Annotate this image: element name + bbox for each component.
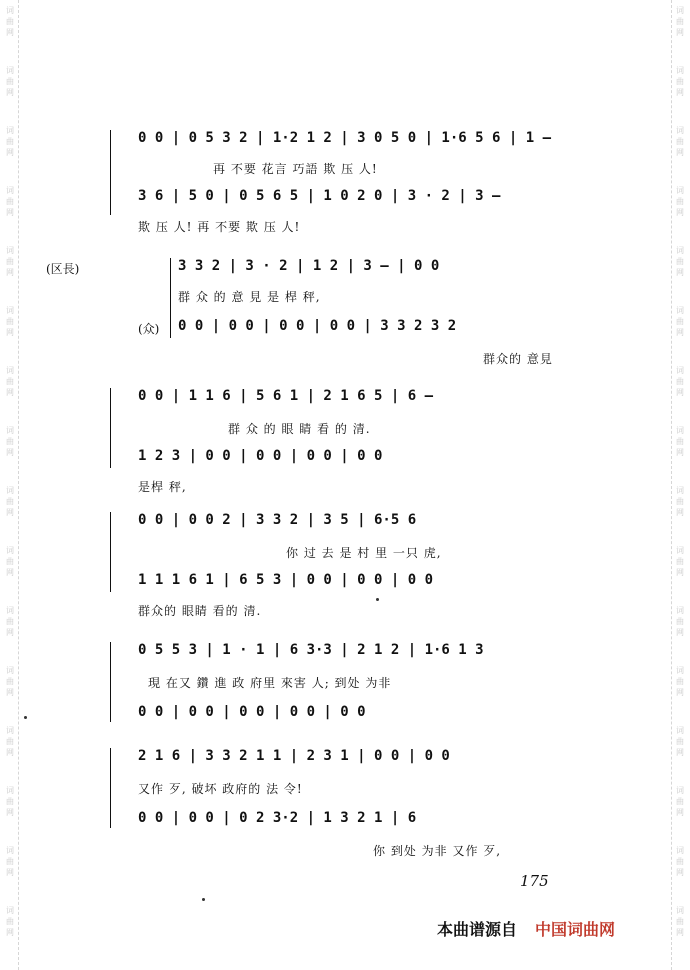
watermark-glyph: 曲 [6, 257, 14, 266]
watermark-glyph: 网 [6, 688, 14, 697]
watermark-glyph: 曲 [676, 797, 684, 806]
watermark-glyph: 曲 [676, 317, 684, 326]
footer-label: 本曲谱源自 [437, 920, 518, 939]
watermark-glyph: 曲 [6, 77, 14, 86]
staff-lower [118, 810, 588, 840]
staff-upper [118, 512, 588, 542]
right-dashed-rule [671, 0, 672, 970]
watermark-glyph: 网 [6, 568, 14, 577]
watermark-glyph: 曲 [6, 917, 14, 926]
watermark-glyph: 词 [6, 546, 14, 555]
notation-line: 0 0 | 0 5 3 2 | 1·2 1 2 | 3 0 5 0 | 1·6 5 6 | 1 — [138, 130, 552, 146]
watermark-glyph: 词 [676, 126, 684, 135]
watermark-glyph: 词 [676, 66, 684, 75]
print-speck [24, 716, 27, 719]
lyrics-line: 是桿 秤, [138, 480, 187, 494]
watermark-glyph: 网 [676, 508, 684, 517]
lyrics-line: 群众的 意見 [483, 352, 553, 366]
notation-line: 3 6 | 5 0 | 0 5 6 5 | 1 0 2 0 | 3 · 2 | 3 — [138, 188, 501, 204]
notation-line: 0 0 | 0 0 | 0 0 | 0 0 | 0 0 [138, 704, 366, 720]
watermark-glyph: 词 [6, 66, 14, 75]
staff-lower [118, 572, 588, 602]
lyrics-line: 群众的 眼睛 看的 清. [138, 604, 262, 618]
watermark-glyph: 曲 [6, 437, 14, 446]
watermark-glyph: 网 [6, 808, 14, 817]
watermark-glyph: 网 [6, 508, 14, 517]
watermark-glyph: 词 [676, 726, 684, 735]
watermark-glyph: 词 [6, 306, 14, 315]
system-brace [110, 388, 111, 468]
watermark-glyph: 曲 [6, 197, 14, 206]
watermark-glyph: 词 [6, 906, 14, 915]
watermark-glyph: 词 [6, 486, 14, 495]
notation-line: 0 0 | 0 0 | 0 2 3·2 | 1 3 2 1 | 6 [138, 810, 417, 826]
lyrics-line: 群 众 的 意 見 是 桿 秤, [178, 290, 321, 304]
watermark-glyph: 网 [6, 268, 14, 277]
watermark-glyph: 网 [6, 328, 14, 337]
watermark-glyph: 网 [676, 28, 684, 37]
watermark-glyph: 曲 [676, 497, 684, 506]
watermark-glyph: 词 [6, 246, 14, 255]
watermark-glyph: 网 [6, 928, 14, 937]
left-dashed-rule [18, 0, 19, 970]
left-watermark-column [3, 0, 17, 970]
watermark-glyph: 曲 [6, 17, 14, 26]
watermark-glyph: 词 [676, 426, 684, 435]
watermark-glyph: 网 [676, 628, 684, 637]
watermark-glyph: 网 [6, 748, 14, 757]
watermark-glyph: 词 [6, 666, 14, 675]
watermark-glyph: 词 [676, 606, 684, 615]
staff-upper [118, 642, 588, 672]
watermark-glyph: 词 [676, 6, 684, 15]
watermark-glyph: 网 [6, 448, 14, 457]
watermark-glyph: 曲 [6, 497, 14, 506]
staff-lower [118, 448, 588, 478]
watermark-glyph: 曲 [676, 617, 684, 626]
watermark-glyph: 网 [676, 928, 684, 937]
lyrics-line: 現 在又 鑽 進 政 府里 來害 人; 到处 为非 [148, 676, 392, 690]
watermark-glyph: 网 [6, 868, 14, 877]
notation-line: 0 5 5 3 | 1 · 1 | 6 3·3 | 2 1 2 | 1·6 1 3 [138, 642, 484, 658]
system-brace [110, 512, 111, 592]
watermark-glyph: 网 [676, 208, 684, 217]
watermark-glyph: 词 [6, 126, 14, 135]
watermark-glyph: 词 [676, 486, 684, 495]
footer-site-link[interactable]: 中国词曲网 [535, 920, 616, 939]
watermark-glyph: 词 [676, 786, 684, 795]
page-number: 175 [520, 872, 549, 890]
watermark-glyph: 词 [6, 606, 14, 615]
watermark-glyph: 网 [676, 328, 684, 337]
watermark-glyph: 词 [6, 186, 14, 195]
watermark-glyph: 曲 [676, 17, 684, 26]
right-watermark-column [673, 0, 687, 970]
watermark-glyph: 网 [6, 628, 14, 637]
watermark-glyph: 词 [676, 546, 684, 555]
staff-lower [118, 704, 588, 734]
watermark-glyph: 网 [676, 808, 684, 817]
watermark-glyph: 曲 [6, 857, 14, 866]
watermark-glyph: 词 [6, 786, 14, 795]
watermark-glyph: 网 [6, 148, 14, 157]
watermark-glyph: 曲 [676, 857, 684, 866]
staff-upper [118, 388, 588, 418]
watermark-glyph: 网 [6, 28, 14, 37]
source-footer [437, 917, 615, 940]
watermark-glyph: 词 [6, 6, 14, 15]
watermark-glyph: 曲 [676, 377, 684, 386]
right-watermark-strip [670, 0, 690, 970]
watermark-glyph: 网 [676, 568, 684, 577]
staff-upper [118, 748, 588, 778]
watermark-glyph: 网 [676, 448, 684, 457]
watermark-glyph: 词 [6, 426, 14, 435]
left-watermark-strip [0, 0, 20, 970]
lyrics-line: 欺 压 人! 再 不要 欺 压 人! [138, 220, 301, 234]
watermark-glyph: 网 [676, 388, 684, 397]
watermark-glyph: 曲 [6, 737, 14, 746]
watermark-glyph: 曲 [6, 317, 14, 326]
watermark-glyph: 网 [676, 148, 684, 157]
watermark-glyph: 网 [676, 688, 684, 697]
watermark-glyph: 曲 [676, 257, 684, 266]
lyrics-line: 再 不要 花言 巧語 欺 压 人! [213, 162, 378, 176]
watermark-glyph: 曲 [676, 437, 684, 446]
watermark-glyph: 网 [6, 88, 14, 97]
part-label-lower: (众) [138, 322, 160, 336]
system-brace [110, 130, 111, 215]
watermark-glyph: 网 [676, 88, 684, 97]
watermark-glyph: 曲 [676, 77, 684, 86]
watermark-glyph: 曲 [6, 377, 14, 386]
watermark-glyph: 词 [676, 846, 684, 855]
print-speck [202, 898, 205, 901]
watermark-glyph: 网 [676, 268, 684, 277]
lyrics-line: 你 过 去 是 村 里 一只 虎, [286, 546, 442, 560]
watermark-glyph: 曲 [6, 557, 14, 566]
watermark-glyph: 网 [676, 748, 684, 757]
part-label-upper: (区長) [46, 262, 80, 276]
watermark-glyph: 词 [676, 666, 684, 675]
watermark-glyph: 词 [676, 366, 684, 375]
notation-line: 0 0 | 0 0 2 | 3 3 2 | 3 5 | 6·5 6 [138, 512, 417, 528]
watermark-glyph: 网 [676, 868, 684, 877]
watermark-glyph: 网 [6, 208, 14, 217]
staff-lower [118, 188, 588, 218]
staff-upper [118, 258, 588, 288]
watermark-glyph: 词 [6, 366, 14, 375]
watermark-glyph: 曲 [676, 677, 684, 686]
watermark-glyph: 词 [676, 306, 684, 315]
watermark-glyph: 词 [676, 186, 684, 195]
watermark-glyph: 曲 [676, 737, 684, 746]
watermark-glyph: 曲 [6, 677, 14, 686]
watermark-glyph: 曲 [676, 197, 684, 206]
watermark-glyph: 曲 [676, 137, 684, 146]
notation-line: 2 1 6 | 3 3 2 1 1 | 2 3 1 | 0 0 | 0 0 [138, 748, 450, 764]
notation-line: 1 2 3 | 0 0 | 0 0 | 0 0 | 0 0 [138, 448, 383, 464]
system-brace [110, 642, 111, 722]
watermark-glyph: 网 [6, 388, 14, 397]
notation-line: 1 1 1 6 1 | 6 5 3 | 0 0 | 0 0 | 0 0 [138, 572, 434, 588]
lyrics-line: 你 到处 为非 又作 歹, [373, 844, 502, 858]
watermark-glyph: 曲 [6, 617, 14, 626]
notation-line: 3 3 2 | 3 · 2 | 1 2 | 3 — | 0 0 [178, 258, 440, 274]
lyrics-line: 又作 歹, 破坏 政府的 法 令! [138, 782, 303, 796]
watermark-glyph: 曲 [676, 557, 684, 566]
watermark-glyph: 词 [676, 906, 684, 915]
watermark-glyph: 曲 [676, 917, 684, 926]
watermark-glyph: 曲 [6, 797, 14, 806]
staff-upper [118, 130, 588, 160]
system-brace [110, 748, 111, 828]
print-speck [376, 598, 379, 601]
notation-line: 0 0 | 0 0 | 0 0 | 0 0 | 3 3 2 3 2 [178, 318, 457, 334]
watermark-glyph: 词 [6, 726, 14, 735]
staff-lower [118, 318, 588, 348]
watermark-glyph: 曲 [6, 137, 14, 146]
notation-line: 0 0 | 1 1 6 | 5 6 1 | 2 1 6 5 | 6 — [138, 388, 434, 404]
lyrics-line: 群 众 的 眼 睛 看 的 清. [228, 422, 371, 436]
watermark-glyph: 词 [6, 846, 14, 855]
watermark-glyph: 词 [676, 246, 684, 255]
